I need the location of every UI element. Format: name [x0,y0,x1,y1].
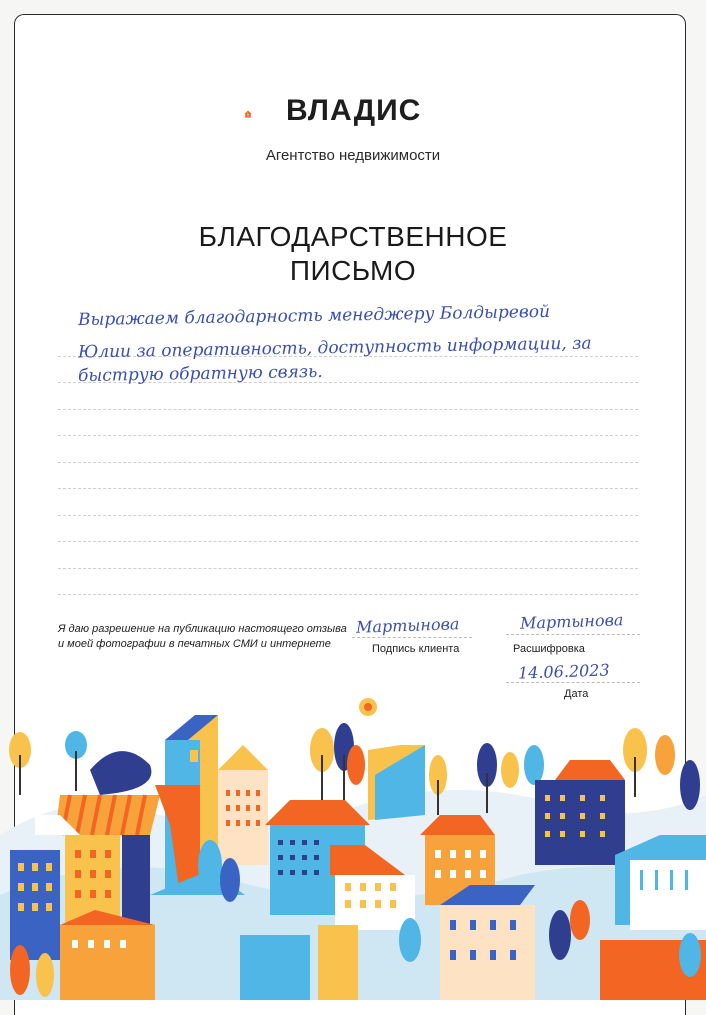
writing-line [58,569,638,596]
writing-line [58,542,638,569]
transcript-line [506,634,640,635]
message-line-2: Юлии за оперативность, доступность информации, за [77,333,592,363]
signature-label: Подпись клиента [372,643,460,655]
brand-name: ВЛАДИС [286,94,422,127]
date-value: 14.06.2023 [517,660,610,683]
writing-line [58,383,638,410]
date-line [506,682,640,683]
transcript-label: Расшифровка [513,643,585,655]
letter-title-line2: ПИСЬМО [289,255,417,286]
date-label: Дата [564,688,589,700]
writing-line [58,410,638,437]
cityscape-illustration [0,695,706,1000]
letter-title-line1: БЛАГОДАРСТВЕННОЕ [198,221,508,252]
writing-line [58,516,638,543]
client-signature: Мартынова [355,614,460,637]
writing-line [58,463,638,490]
house-key-icon [244,92,288,136]
message-line-3: быструю обратную связь. [77,361,323,387]
name-transcript: Мартынова [519,610,624,633]
brand-tagline: Агентство недвижимости [265,147,441,164]
consent-text: Я даю разрешение на публикацию настоящего отзыва и моей фотографии в печатных СМИ и интернете [58,623,347,650]
signature-line [352,637,472,638]
writing-line [58,436,638,463]
message-line-1: Выражаем благодарность менеджеру Болдыревой [77,301,551,331]
writing-line [58,489,638,516]
svg-text:1: 1 [247,112,249,115]
